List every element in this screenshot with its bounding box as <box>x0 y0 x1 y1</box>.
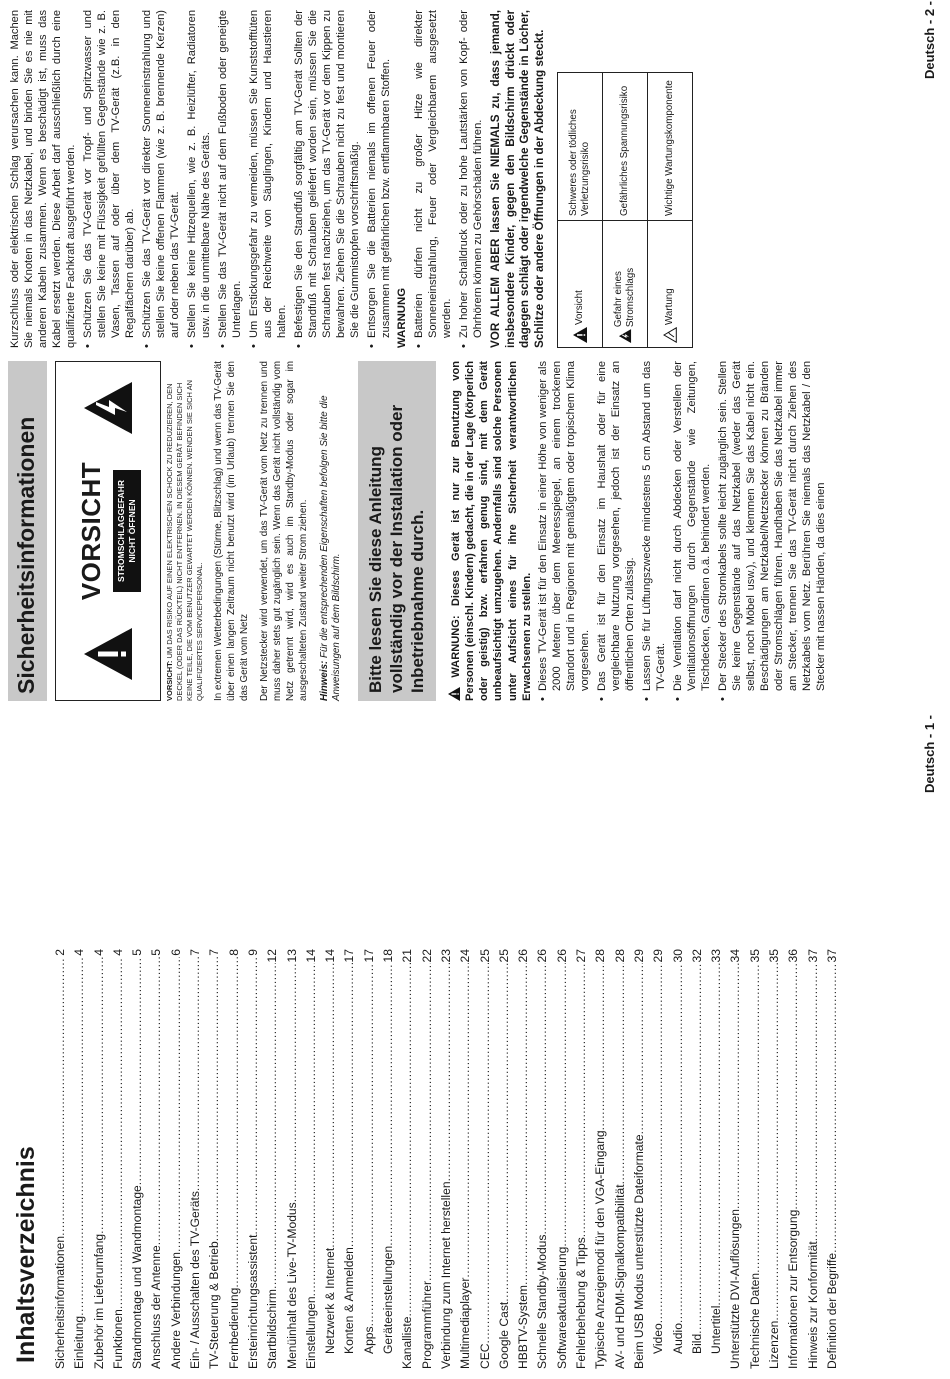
legend-symbol-label: Wartung <box>664 288 676 325</box>
toc-entry-label: Startbildschirm <box>265 1289 280 1369</box>
toc-entry-label: Unterstützte DVI-Auflösungen <box>728 1209 743 1369</box>
toc-entry-page: 9 <box>245 949 260 956</box>
toc-entry-page: 17 <box>361 949 376 963</box>
warning-triangle-icon <box>56 608 160 700</box>
toc-entry-label: Programmführer <box>419 1280 434 1369</box>
safety-bullet-item: • Der Stecker des Stromkabels sollte leicht zugänglich sein. Stellen Sie keine Gegenstände auf das Netzkabel (weder das Gerät selbst, noch Möbel usw.), und klemmen Sie das Kabel nicht ein. Beschädigungen am Netzkabel/Netzstecker können zu Bränden oder Stromschlägen führen. Handhaben Sie das Netzkabel immer am Stecker, trennen Sie das TV-Gerät nicht durch Ziehen des Netzkabels vom Netz. Berühren Sie niemals das Netzkabel / den Stecker mit nassen Händen, da dies einen <box>716 361 828 701</box>
toc-entry-label: Fehlerbehebung & Tipps <box>574 1237 589 1369</box>
toc-entry-label: Google Cast <box>496 1301 511 1369</box>
toc-entry-label: Bild <box>689 1333 704 1354</box>
toc-entry-page: 6 <box>168 949 183 956</box>
toc-entry[interactable] <box>688 949 707 1369</box>
toc-entry-label: Audio <box>670 1323 685 1354</box>
toc-entry-page: 36 <box>786 949 801 963</box>
toc-entry-label: Verbindung zum Internet herstellen <box>438 1181 453 1369</box>
safety-bullet-item: • Das Gerät ist für den Einsatz im Haushalt oder für eine vergleichbare Nutzung vorgesehen, jedoch ist der Einsatz an öffentlichen Orten zulässig. <box>595 361 637 701</box>
toc-entry-label: Beim USB Modus unterstützte Dateiformate <box>631 1134 646 1369</box>
toc-dot-leader <box>321 963 340 1247</box>
toc-entry-page: 26 <box>554 949 569 963</box>
toc-entry-label: Anschluss der Antenne <box>149 1245 164 1369</box>
lightning-triangle-icon <box>618 329 632 343</box>
toc-entry-label: Einstellungen <box>303 1296 318 1369</box>
toc-entry-label: HBBTV-System <box>516 1284 531 1369</box>
toc-dot-leader <box>340 963 359 1247</box>
toc-entry-label: Lizenzen <box>766 1320 781 1369</box>
toc-dot-leader <box>726 963 745 1209</box>
toc-entry-page: 7 <box>207 949 222 956</box>
toc-entry-page: 32 <box>689 949 704 963</box>
toc-entry-page: 33 <box>709 949 724 963</box>
toc-entry-page: 30 <box>670 949 685 963</box>
toc-dot-leader <box>51 957 70 1236</box>
legend-symbol-cell <box>603 221 648 348</box>
toc-entry-label: Konten & Anmelden <box>342 1247 357 1354</box>
toc-entry-page: 23 <box>438 949 453 963</box>
toc-entry[interactable] <box>591 949 610 1369</box>
toc-dot-leader <box>263 963 282 1289</box>
toc-entry[interactable] <box>514 949 533 1369</box>
toc-column <box>6 949 842 1369</box>
toc-entry-label: Untertitel <box>709 1305 724 1354</box>
toc-entry-page: 37 <box>824 949 839 963</box>
legend-row <box>558 73 603 348</box>
toc-dot-leader <box>572 963 591 1237</box>
toc-entry[interactable] <box>379 949 398 1369</box>
symbol-legend-table <box>557 72 693 348</box>
caution-subtitle: STROMSCHLAGGEFAHR NICHT ÖFFNEN <box>113 470 141 592</box>
legend-meaning-cell: Gefährliches Spannungsrisiko <box>603 73 648 221</box>
toc-entry-label: Kanalliste <box>400 1316 415 1369</box>
toc-entry[interactable] <box>398 949 417 1369</box>
hint-label: Hinweis: <box>318 660 330 701</box>
safety-column-right <box>8 10 693 348</box>
section-title: Sicherheitsinformationen <box>8 361 47 701</box>
toc-entry-page: 13 <box>284 949 299 963</box>
toc-dot-leader <box>205 957 224 1242</box>
toc-title: Inhaltsverzeichnis <box>12 1146 40 1363</box>
toc-dot-leader <box>360 963 379 1326</box>
toc-entry[interactable] <box>51 949 70 1369</box>
safety-bullets-a <box>536 361 828 701</box>
page-footer-2: Deutsch - 2 - <box>922 0 937 79</box>
toc-entry-page: 29 <box>651 949 666 963</box>
toc-dot-leader <box>649 963 668 1323</box>
toc-entry-page: 5 <box>149 949 164 956</box>
toc-entry[interactable] <box>784 949 803 1369</box>
toc-entry[interactable] <box>244 949 263 1369</box>
toc-dot-leader <box>707 963 726 1305</box>
toc-dot-leader <box>669 963 688 1323</box>
safety-bullet-item: • Dieses TV-Gerät ist für den Einsatz in einer Höhe von weniger als 2000 Metern über dem Meeresspiegel, an einem trockenen Standort und in Regionen mit gemäßigtem oder tropischem Klima vorgesehen. <box>536 361 592 701</box>
plug-paragraph: Der Netzstecker wird verwendet, um das TV-Gerät vom Netz zu trennen und muss daher stets gut zugänglich sein. Wenn das Gerät nicht vollständig vom Netz getrennt wird, wird es auch im Standby-Modus oder sogar im ausgeschalteten Zustand weiter Strom ziehen. <box>259 361 309 701</box>
safety-bullets-c <box>412 10 485 348</box>
service-triangle-icon <box>663 327 677 343</box>
toc-entry[interactable] <box>90 949 109 1369</box>
toc-entry[interactable] <box>283 949 302 1369</box>
toc-dot-leader <box>746 963 765 1272</box>
toc-entry[interactable] <box>167 949 186 1369</box>
caution-note <box>165 361 205 701</box>
warning-intro-text: WARNUNG: Dieses Gerät ist nur zur Benutzung von Personen (einschl. Kindern) gedacht, die in der Lage (körperlich oder geistig) bzw. erfahren genug sind, mit dem Gerät unbeaufsichtigt umzugehen. Andernfalls sind solche Personen unter Aufsicht eines für ihre Sicherheit verantwortlichen Erwachsenen zu stellen. <box>450 361 533 701</box>
toc-dot-leader <box>804 963 823 1241</box>
toc-entry-page: 21 <box>400 949 415 963</box>
toc-entry-page: 37 <box>805 949 820 963</box>
toc-dot-leader <box>283 963 302 1202</box>
toc-entry-page: 35 <box>747 949 762 963</box>
toc-dot-leader <box>418 963 437 1281</box>
caution-title: VORSICHT <box>75 461 106 601</box>
toc-entry-page: 2 <box>53 949 67 956</box>
toc-entry-page: 4 <box>110 949 125 956</box>
toc-entry[interactable] <box>823 949 842 1369</box>
warning-intro <box>448 361 534 701</box>
toc-entry[interactable] <box>263 949 282 1369</box>
toc-dot-leader <box>225 957 244 1288</box>
warnung-heading: WARNUNG <box>396 287 408 348</box>
toc-entry-page: 24 <box>458 949 473 963</box>
caution-box-center <box>56 454 160 608</box>
toc-entry[interactable] <box>707 949 726 1369</box>
toc-entry-page: 17 <box>342 949 357 963</box>
toc-entry[interactable] <box>669 949 688 1369</box>
safety-bullet-item: • Lassen Sie für Lüftungszwecke mindestens 5 cm Abstand um das TV-Gerät. <box>640 361 668 701</box>
toc-entry[interactable] <box>456 949 475 1369</box>
toc-entry[interactable] <box>804 949 823 1369</box>
toc-entry-page: 8 <box>226 949 241 956</box>
page-footer-1: Deutsch - 1 - <box>922 714 937 793</box>
toc-dot-leader <box>476 963 495 1343</box>
toc-entry-label: CEC <box>477 1343 492 1369</box>
toc-entry-label: Informationen zur Entsorgung <box>786 1209 801 1369</box>
toc-dot-leader <box>688 963 707 1333</box>
toc-entry-label: Hinweis zur Konformität <box>805 1241 820 1369</box>
safety-bullet-item: • Schützen Sie das TV-Gerät vor Tropf- und Spritzwasser und stellen Sie keine mit Flüssigkeit gefüllten Gegenstände wie z. B. Vasen, Tassen auf oder über dem TV-Gerät (z.B. in den Regalfächern darüber) ab. <box>81 10 137 348</box>
toc-dot-leader <box>553 963 572 1246</box>
toc-entry-label: Softwareaktualisierung <box>554 1246 569 1369</box>
toc-dot-leader <box>784 963 803 1209</box>
toc-entry[interactable] <box>225 949 244 1369</box>
toc-dot-leader <box>823 963 842 1252</box>
toc-entry[interactable] <box>321 949 340 1369</box>
toc-entry[interactable] <box>147 949 166 1369</box>
toc-entry[interactable] <box>630 949 649 1369</box>
safety-bullets-b <box>81 10 393 348</box>
toc-entry[interactable] <box>746 949 765 1369</box>
caution-note-text: UM DAS RISIKO AUF EINEN ELEKTRISCHEN SCHOCK ZU REDUZIEREN, DEN DECKEL (ODER DAS RÜCKTEIL) NICHT ENTFERNEN. IN DIESEM GERÄT BEFINDEN SICH KEINE TEILE, DIE VOM BENUTZER GEWARTET WERDEN KÖNNEN. WENDEN SIE SICH AN QUALIFIZIERTES SERVICEPERSONAL. <box>165 379 204 701</box>
toc-entry-label: Sicherheitsinformationen <box>53 1235 67 1369</box>
toc-entry-page: 14 <box>323 949 338 963</box>
toc-entry-label: Ein- / Ausschalten des TV-Geräts <box>188 1191 203 1369</box>
safety-bullet-item: • Entsorgen Sie die Batterien niemals im offenen Feuer oder zusammen mit gefährlichen bzw. entflammbaren Stoffen. <box>365 10 393 348</box>
toc-entry-page: 26 <box>516 949 531 963</box>
toc-dot-leader <box>90 957 109 1234</box>
toc-entry[interactable] <box>340 949 359 1369</box>
toc-entry-label: Multimediaplayer <box>458 1277 473 1369</box>
toc-entry[interactable] <box>109 949 128 1369</box>
toc-entry-page: 27 <box>574 949 589 963</box>
toc-entry-label: Andere Verbindungen <box>168 1251 183 1369</box>
toc-entry-page: 25 <box>496 949 511 963</box>
toc-entry[interactable] <box>533 949 552 1369</box>
toc-entry-label: Einleitung <box>72 1315 87 1369</box>
toc-dot-leader <box>109 957 128 1309</box>
safety-bullet-item: • Befestigen Sie den Standfuß sorgfältig am TV-Gerät Sollten der Standfuß mit Schrauben geliefert worden sein, müssen Sie die Schrauben fest nachziehen, um das TV-Gerät vor dem Kippen zu bewahren. Ziehen Sie die Schrauben nicht zu fest und montieren Sie die Gummistopfen vorschriftsmäßig. <box>292 10 362 348</box>
legend-row <box>603 73 648 348</box>
toc-entry-label: Fernbedienung <box>226 1287 241 1369</box>
toc-dot-leader <box>70 957 89 1316</box>
toc-dot-leader <box>765 963 784 1320</box>
toc-entry[interactable] <box>418 949 437 1369</box>
toc-dot-leader <box>456 963 475 1277</box>
legend-row <box>648 73 693 348</box>
toc-entry-label: Menüinhalt des Live-TV-Modus <box>284 1202 299 1369</box>
toc-entry[interactable] <box>437 949 456 1369</box>
toc-list <box>51 949 842 1369</box>
toc-entry-label: Schnelle Standby-Modus <box>535 1234 550 1369</box>
continued-paragraph: Kurzschluss oder elektrischen Schlag verursachen kann. Machen Sie niemals Knoten in das Netzkabel, und binden Sie es nie mit anderen Kabeln zusammen. Wenn es beschädigt ist, muss das Kabel ersetzt werden. Diese Arbeit darf ausschließlich durch eine qualifizierte Fachkraft ausgeführt werden. <box>9 10 77 348</box>
toc-entry[interactable] <box>476 949 495 1369</box>
toc-dot-leader <box>611 963 630 1184</box>
main-warning: VOR ALLEM ABER lassen Sie NIEMALS zu, dass jemand, insbesondere Kinder, gegen den Bildschirm drückt oder dagegen schlägt oder irgendwelche Gegenstände in Löcher, Schlitze oder andere Öffnungen in der Abdeckung steckt. <box>489 10 546 348</box>
toc-entry[interactable] <box>495 949 514 1369</box>
toc-entry[interactable] <box>572 949 591 1369</box>
legend-meaning-cell: Wichtige Wartungskomponente <box>648 73 693 221</box>
safety-column-left <box>8 361 831 701</box>
toc-entry[interactable] <box>186 949 205 1369</box>
weather-paragraph: In extremen Wetterbedingungen (Stürme, Blitzschlag) und wenn das TV-Gerät über einen langen Zeitraum nicht benutzt wird (im Urlaub) trennen Sie den das Gerät vom Netz <box>213 361 250 701</box>
toc-entry-label: Technische Daten <box>747 1272 762 1369</box>
toc-dot-leader <box>514 963 533 1285</box>
toc-entry-label: AV- und HDMI-Signalkompatibilität <box>612 1184 627 1369</box>
toc-entry-label: Funktionen <box>110 1309 125 1369</box>
toc-entry-label: Typische Anzeigemodi für den VGA-Eingang <box>593 1130 608 1369</box>
toc-dot-leader <box>167 957 186 1252</box>
warning-triangle-icon <box>573 327 587 343</box>
hint-text: Für die entsprechenden Eigenschaften befolgen Sie bitte die Anweisungen auf dem Bildschirm. <box>318 395 343 701</box>
caution-note-label: VORSICHT: <box>165 660 174 701</box>
safety-bullet-item: • Batterien dürfen nicht zu großer Hitze wie direkter Sonneneinstrahlung, Feuer oder Vergleichbarem ausgesetzt werden. <box>412 10 454 348</box>
toc-entry-label: TV-Steuerung & Betrieb <box>207 1241 222 1369</box>
toc-dot-leader <box>630 963 649 1134</box>
toc-entry-page: 28 <box>612 949 627 963</box>
toc-entry[interactable] <box>765 949 784 1369</box>
legend-symbol-label: Vorsicht <box>574 290 586 325</box>
toc-dot-leader <box>533 963 552 1234</box>
safety-bullet-item: • Stellen Sie das TV-Gerät nicht auf dem Fußboden oder geneigte Unterlagen. <box>216 10 244 348</box>
lightning-triangle-icon <box>56 362 160 454</box>
toc-entry[interactable] <box>205 949 224 1369</box>
safety-bullet-item: • Die Ventilation darf nicht durch Abdecken oder Verstellen der Ventilationsöffnungen durch Gegenstände wie Zeitungen, Tischdecken, Gardinen o.ä. behindert werden. <box>671 361 713 701</box>
toc-entry-page: 28 <box>593 949 608 963</box>
toc-entry[interactable] <box>70 949 89 1369</box>
legend-symbol-label: Gefahr eines Stromschlags <box>613 267 637 328</box>
toc-entry-page: 35 <box>766 949 781 963</box>
warning-triangle-icon <box>448 687 460 701</box>
safety-bullet-item: • Um Erstickungsgefahr zu vermeiden, müssen Sie Kunststofftüten aus der Reichweite von Säuglingen, Kindern und Haustieren halten. <box>247 10 289 348</box>
hint-paragraph <box>319 361 345 701</box>
legend-meaning-cell: Schweres oder tödliches Verletzungsrisiko <box>558 73 603 221</box>
toc-entry-label: Video <box>651 1323 666 1354</box>
toc-dot-leader <box>398 963 417 1316</box>
legend-symbol-cell <box>648 221 693 348</box>
toc-entry-page: 18 <box>381 949 396 963</box>
toc-entry-page: 5 <box>130 949 145 956</box>
toc-dot-leader <box>244 957 263 1235</box>
toc-dot-leader <box>437 963 456 1181</box>
toc-entry-label: Geräteeinstellungen <box>381 1245 396 1354</box>
toc-dot-leader <box>186 957 205 1191</box>
toc-entry-label: Netzwerk & Internet <box>323 1247 338 1354</box>
toc-dot-leader <box>379 963 398 1245</box>
toc-entry[interactable] <box>726 949 745 1369</box>
toc-entry-label: Standmontage und Wandmontage <box>130 1185 145 1369</box>
toc-dot-leader <box>495 963 514 1301</box>
toc-entry-page: 25 <box>477 949 492 963</box>
toc-entry-label: Definition der Begriffe <box>824 1252 839 1369</box>
toc-entry-page: 4 <box>91 949 106 956</box>
toc-entry-label: Apps <box>361 1326 376 1354</box>
legend-symbol-cell <box>558 221 603 348</box>
toc-dot-leader <box>128 957 147 1185</box>
toc-entry-page: 7 <box>188 949 203 956</box>
toc-entry[interactable] <box>553 949 572 1369</box>
toc-dot-leader <box>302 963 321 1296</box>
caution-box <box>55 361 161 701</box>
toc-entry[interactable] <box>649 949 668 1369</box>
toc-entry[interactable] <box>128 949 147 1369</box>
toc-dot-leader <box>591 963 610 1130</box>
toc-entry-page: 4 <box>72 949 87 956</box>
toc-entry-page: 34 <box>728 949 743 963</box>
safety-bullet-item: • Stellen Sie keine Hitzequellen, wie z. B. Heizlüfter, Radiatoren usw. in die unmittelbare Nähe des Geräts. <box>185 10 213 348</box>
read-instructions-box: Bitte lesen Sie diese Anleitung vollständig vor der Installation oder Inbetriebnahme durch. <box>358 361 436 701</box>
toc-entry-page: 29 <box>631 949 646 963</box>
toc-entry-page: 26 <box>535 949 550 963</box>
toc-entry-page: 12 <box>265 949 280 963</box>
toc-entry-label: Zubehör im Lieferumfang <box>91 1233 106 1369</box>
toc-dot-leader <box>147 957 166 1246</box>
toc-entry-page: 14 <box>303 949 318 963</box>
toc-entry-label: Ersteinrichtungsassistent <box>245 1234 260 1369</box>
safety-bullet-item: • Zu hoher Schalldruck oder zu hohe Lautstärken von Kopf- oder Ohrhörern können zu Gehörschäden führen. <box>457 10 485 348</box>
toc-entry[interactable] <box>302 949 321 1369</box>
toc-entry-page: 22 <box>419 949 434 963</box>
toc-entry[interactable] <box>360 949 379 1369</box>
toc-entry[interactable] <box>611 949 630 1369</box>
safety-bullet-item: • Schützen Sie das TV-Gerät vor direkter Sonneneinstrahlung und stellen Sie keine offenen Flammen (wie z. B. brennende Kerzen) auf oder neben das TV-Gerät. <box>140 10 182 348</box>
